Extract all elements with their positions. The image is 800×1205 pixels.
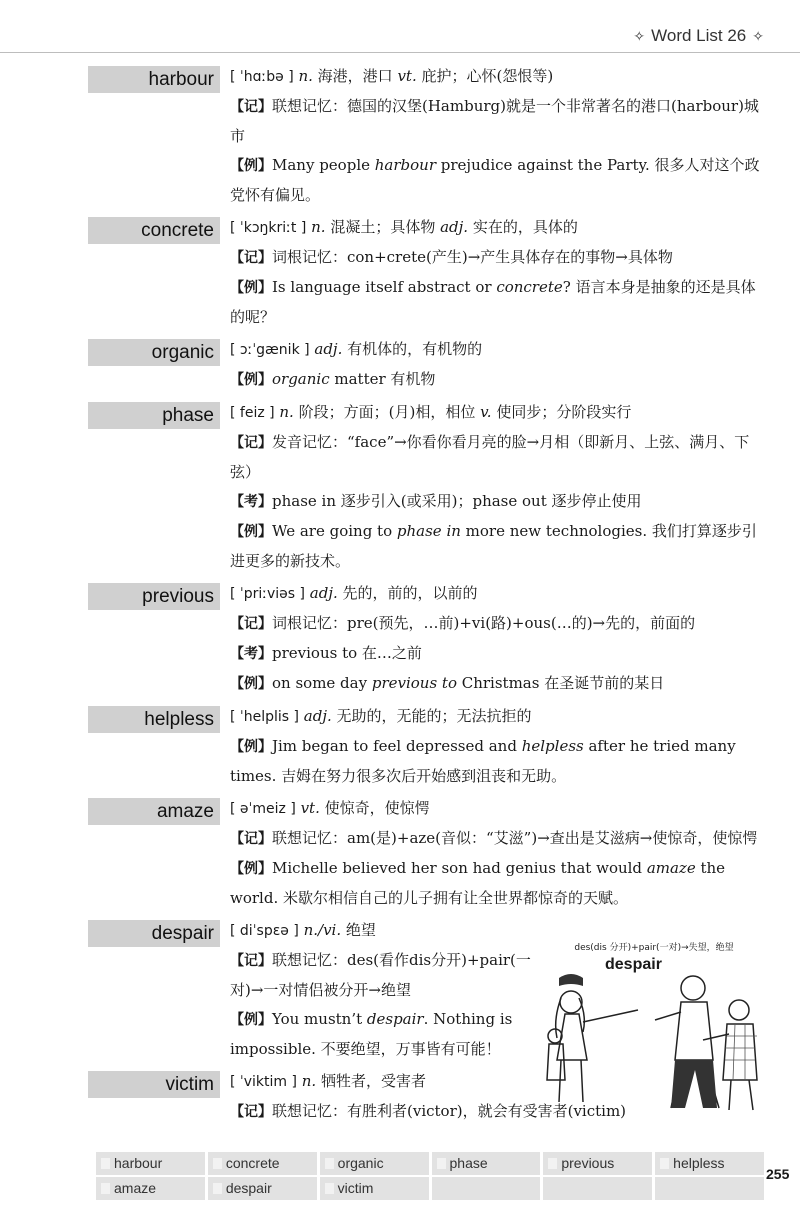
- memo-text: 词根记忆：pre(预先，…前)+vi(路)+ous(…的)→先的，前面的: [272, 614, 696, 632]
- memo-text: 联想记忆：德国的汉堡(Hamburg)就是一个非常著名的港口(harbour)城市: [230, 97, 759, 145]
- definition: 无助的，无能的；无法抗拒的: [336, 707, 532, 725]
- entry-helpless: [0, 702, 800, 791]
- example-text: on some day: [272, 674, 372, 692]
- example-line: [230, 732, 762, 791]
- example-line: [230, 517, 762, 576]
- headword: helpless: [88, 706, 220, 733]
- despair-illustration: [543, 940, 765, 1112]
- entry-organic: [0, 335, 800, 395]
- part-of-speech: n.: [311, 218, 326, 236]
- definition: 先的，前的，以前的: [342, 584, 478, 602]
- review-cell: concrete: [208, 1152, 317, 1175]
- example-text: more new technologies. 我们打算逐步引进更多的新技术。: [230, 522, 757, 570]
- entry-harbour: [0, 62, 800, 210]
- review-word-grid: [96, 1152, 764, 1200]
- memo-text: 发音记忆：“face”→你看你看月亮的脸→月相（即新月、上弦、满月、下弦）: [230, 433, 750, 481]
- phonetic: [ ˈhɑːbə ]: [230, 69, 294, 85]
- example-text: matter 有机物: [329, 370, 436, 388]
- entry-phase: [0, 398, 800, 576]
- example-text: the world. 米歇尔相信自己的儿子拥有让全世界都惊奇的天赋。: [230, 859, 726, 907]
- review-cell: harbour: [96, 1152, 205, 1175]
- memo-tag: 【记】: [230, 616, 272, 632]
- example-text: prejudice against the Party. 很多人对这个政党怀有偏见。: [230, 156, 760, 204]
- definition: 实在的，具体的: [472, 218, 578, 236]
- example-text: ? 语言本身是抽象的还是具体的呢？: [230, 278, 756, 326]
- memo-text: 词根记忆：con+crete(产生)→产生具体存在的事物→具体物: [272, 248, 673, 266]
- memo-line: [230, 428, 762, 487]
- review-cell-empty: [432, 1177, 541, 1200]
- part-of-speech: adj.: [440, 218, 469, 236]
- review-cell-empty: [655, 1177, 764, 1200]
- definition-line: [230, 579, 762, 609]
- phonetic: [ ˈhelplis ]: [230, 709, 300, 725]
- memo-text: 联想记忆：am(是)+aze(音似：“艾滋”)→查出是艾滋病→使惊奇，使惊愕: [272, 829, 758, 847]
- headword: organic: [88, 339, 220, 366]
- word-list-title: Word List 26: [651, 26, 747, 45]
- part-of-speech: n./vi.: [303, 921, 342, 939]
- definition-line: [230, 335, 762, 365]
- example-tag: 【例】: [230, 524, 272, 540]
- definition-line: [230, 916, 535, 946]
- exam-tag: 【考】: [230, 494, 272, 510]
- example-text: Christmas 在圣诞节前的某日: [456, 674, 665, 692]
- review-cell: phase: [432, 1152, 541, 1175]
- memo-line: [230, 243, 762, 273]
- part-of-speech: adj.: [303, 707, 332, 725]
- phonetic: [ ɔːˈgænik ]: [230, 342, 310, 358]
- example-line: [230, 365, 762, 395]
- memo-text: 联想记忆：有胜利者(victor)，就会有受害者(victim): [272, 1102, 627, 1120]
- example-tag: 【例】: [230, 861, 272, 877]
- phonetic: [ diˈspɛə ]: [230, 923, 299, 939]
- memo-tag: 【记】: [230, 250, 272, 266]
- page-header: [633, 26, 764, 46]
- example-text: You mustn’t: [272, 1010, 367, 1028]
- example-text: Many people: [272, 156, 375, 174]
- phonetic: [ feiz ]: [230, 405, 275, 421]
- review-cell: victim: [320, 1177, 429, 1200]
- example-text: Jim began to feel depressed and: [272, 737, 522, 755]
- headword: harbour: [88, 66, 220, 93]
- memo-tag: 【记】: [230, 435, 272, 451]
- example-keyword: despair: [366, 1010, 424, 1028]
- part-of-speech: n.: [279, 403, 294, 421]
- example-text: after he tried many times. 吉姆在努力很多次后开始感到沮丧和无助。: [230, 737, 736, 785]
- exam-text: previous to 在…之前: [272, 644, 422, 662]
- exam-line: [230, 487, 762, 517]
- definition: 使同步；分阶段实行: [496, 403, 632, 421]
- exam-tag: 【考】: [230, 646, 272, 662]
- definition: 牺牲者，受害者: [320, 1072, 426, 1090]
- definition-line: [230, 62, 762, 92]
- example-keyword: helpless: [521, 737, 584, 755]
- diamond-icon: ✧: [752, 27, 764, 44]
- memo-line: [230, 92, 762, 151]
- entry-previous: [0, 579, 800, 699]
- example-keyword: previous to: [371, 674, 457, 692]
- headword: phase: [88, 402, 220, 429]
- definition-line: [230, 702, 762, 732]
- example-text: . Nothing is impossible. 不要绝望，万事皆有可能！: [230, 1010, 513, 1058]
- phonetic: [ ˈkɔŋkriːt ]: [230, 220, 307, 236]
- headword: concrete: [88, 217, 220, 244]
- definition: 混凝土；具体物: [330, 218, 436, 236]
- example-line: [230, 669, 762, 699]
- example-tag: 【例】: [230, 158, 272, 174]
- definition: 阶段；方面；(月)相，相位: [298, 403, 476, 421]
- memo-line: [230, 609, 762, 639]
- definition: 庇护；心怀(怨恨等): [421, 67, 554, 85]
- example-tag: 【例】: [230, 676, 272, 692]
- part-of-speech: v.: [480, 403, 492, 421]
- part-of-speech: n.: [301, 1072, 317, 1090]
- phonetic: [ ˈviktim ]: [230, 1074, 297, 1090]
- review-cell: helpless: [655, 1152, 764, 1175]
- page-number: 255: [766, 1166, 790, 1182]
- part-of-speech: adj.: [314, 340, 343, 358]
- header-divider: [0, 52, 800, 53]
- memo-tag: 【记】: [230, 99, 272, 115]
- definition-line: [230, 213, 762, 243]
- exam-text: phase in 逐步引入(或采用)；phase out 逐步停止使用: [272, 492, 642, 510]
- definition-line: [230, 794, 762, 824]
- example-text: Michelle believed her son had genius that would: [272, 859, 647, 877]
- example-keyword: organic: [272, 370, 330, 388]
- phonetic: [ əˈmeiz ]: [230, 801, 296, 817]
- review-cell-empty: [543, 1177, 652, 1200]
- review-cell: amaze: [96, 1177, 205, 1200]
- review-cell: organic: [320, 1152, 429, 1175]
- example-tag: 【例】: [230, 739, 272, 755]
- illustration-title: despair: [605, 956, 662, 973]
- example-line: [230, 273, 762, 332]
- headword: despair: [88, 920, 220, 947]
- example-keyword: harbour: [374, 156, 437, 174]
- memo-line: [230, 824, 762, 854]
- definition: 绝望: [345, 921, 376, 939]
- example-tag: 【例】: [230, 1012, 272, 1028]
- headword: previous: [88, 583, 220, 610]
- entry-concrete: [0, 213, 800, 332]
- memo-line: [230, 946, 535, 1005]
- memo-text: 联想记忆：des(看作dis分开)+pair(一对)→一对情侣被分开→绝望: [230, 951, 531, 999]
- example-keyword: phase in: [396, 522, 461, 540]
- exam-line: [230, 639, 762, 669]
- phonetic: [ ˈpriːviəs ]: [230, 586, 306, 602]
- review-cell: despair: [208, 1177, 317, 1200]
- headword: amaze: [88, 798, 220, 825]
- definition: 有机体的，有机物的: [347, 340, 483, 358]
- diamond-icon: ✧: [633, 27, 646, 44]
- memo-tag: 【记】: [230, 1104, 272, 1120]
- definition: 使惊奇，使惊愕: [324, 799, 430, 817]
- part-of-speech: adj.: [309, 584, 338, 602]
- cartoon-figures: [543, 940, 765, 1112]
- definition-line: [230, 398, 762, 428]
- review-cell: previous: [543, 1152, 652, 1175]
- entry-amaze: [0, 794, 800, 913]
- memo-tag: 【记】: [230, 831, 272, 847]
- example-keyword: concrete: [496, 278, 563, 296]
- memo-tag: 【记】: [230, 953, 272, 969]
- example-tag: 【例】: [230, 280, 272, 296]
- example-keyword: amaze: [646, 859, 696, 877]
- headword: victim: [88, 1071, 220, 1098]
- example-line: [230, 854, 762, 913]
- example-line: [230, 151, 762, 210]
- part-of-speech: vt.: [300, 799, 320, 817]
- example-text: We are going to: [272, 522, 397, 540]
- part-of-speech: n.: [298, 67, 313, 85]
- part-of-speech: vt.: [397, 67, 417, 85]
- definition: 海港，港口: [317, 67, 393, 85]
- illustration-caption: des(dis 分开)+pair(一对)→失望，绝望: [574, 943, 734, 953]
- example-tag: 【例】: [230, 372, 272, 388]
- example-text: Is language itself abstract or: [272, 278, 497, 296]
- example-line: [230, 1005, 535, 1064]
